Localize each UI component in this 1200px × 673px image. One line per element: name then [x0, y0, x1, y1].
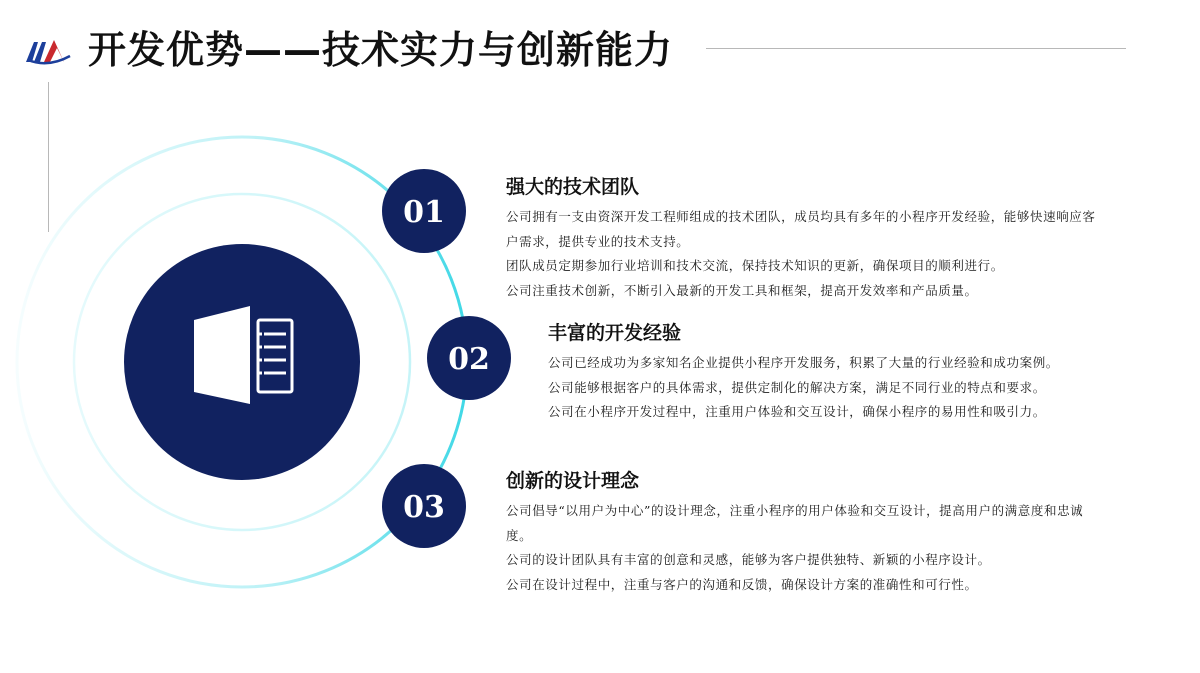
section-technical-team	[506, 174, 1098, 303]
section-heading: 创新的设计理念	[506, 470, 640, 492]
badge-02	[427, 316, 511, 400]
section-paragraph: 公司注重技术创新，不断引入最新的开发工具和框架，提高开发效率和产品质量。	[506, 282, 978, 298]
section-paragraph: 公司拥有一支由资深开发工程师组成的技术团队，成员均具有多年的小程序开发经验，能够快速响应客户需求，提供专业的技术支持。	[506, 209, 1096, 249]
section-paragraph: 公司倡导“以用户为中心”的设计理念，注重小程序的用户体验和交互设计，提高用户的满意度和忠诚度。	[506, 503, 1084, 543]
section-paragraph: 公司已经成功为多家知名企业提供小程序开发服务，积累了大量的行业经验和成功案例。	[548, 355, 1059, 370]
section-paragraph: 公司在设计过程中，注重与客户的沟通和反馈，确保设计方案的准确性和可行性。	[506, 576, 978, 592]
section-paragraph: 公司在小程序开发过程中，注重用户体验和交互设计，确保小程序的易用性和吸引力。	[548, 404, 1046, 419]
badge-01	[382, 169, 466, 253]
badge-01-number: 01	[403, 195, 445, 230]
section-development-experience	[548, 320, 1138, 425]
badge-02-number: 02	[448, 342, 490, 377]
section-paragraph: 公司能够根据客户的具体需求，提供定制化的解决方案，满足不同行业的特点和要求。	[548, 379, 1046, 395]
section-design-philosophy	[506, 468, 1102, 597]
badge-03-number: 03	[403, 490, 445, 525]
page-title: 开发优势——技术实力与创新能力	[88, 28, 674, 72]
badge-03	[382, 464, 466, 548]
section-heading: 丰富的开发经验	[548, 322, 682, 344]
section-paragraph: 团队成员定期参加行业培训和技术交流，保持技术知识的更新，确保项目的顺利进行。	[506, 258, 1004, 273]
section-paragraph: 公司的设计团队具有丰富的创意和灵感，能够为客户提供独特、新颖的小程序设计。	[506, 552, 991, 567]
section-heading: 强大的技术团队	[506, 176, 640, 198]
